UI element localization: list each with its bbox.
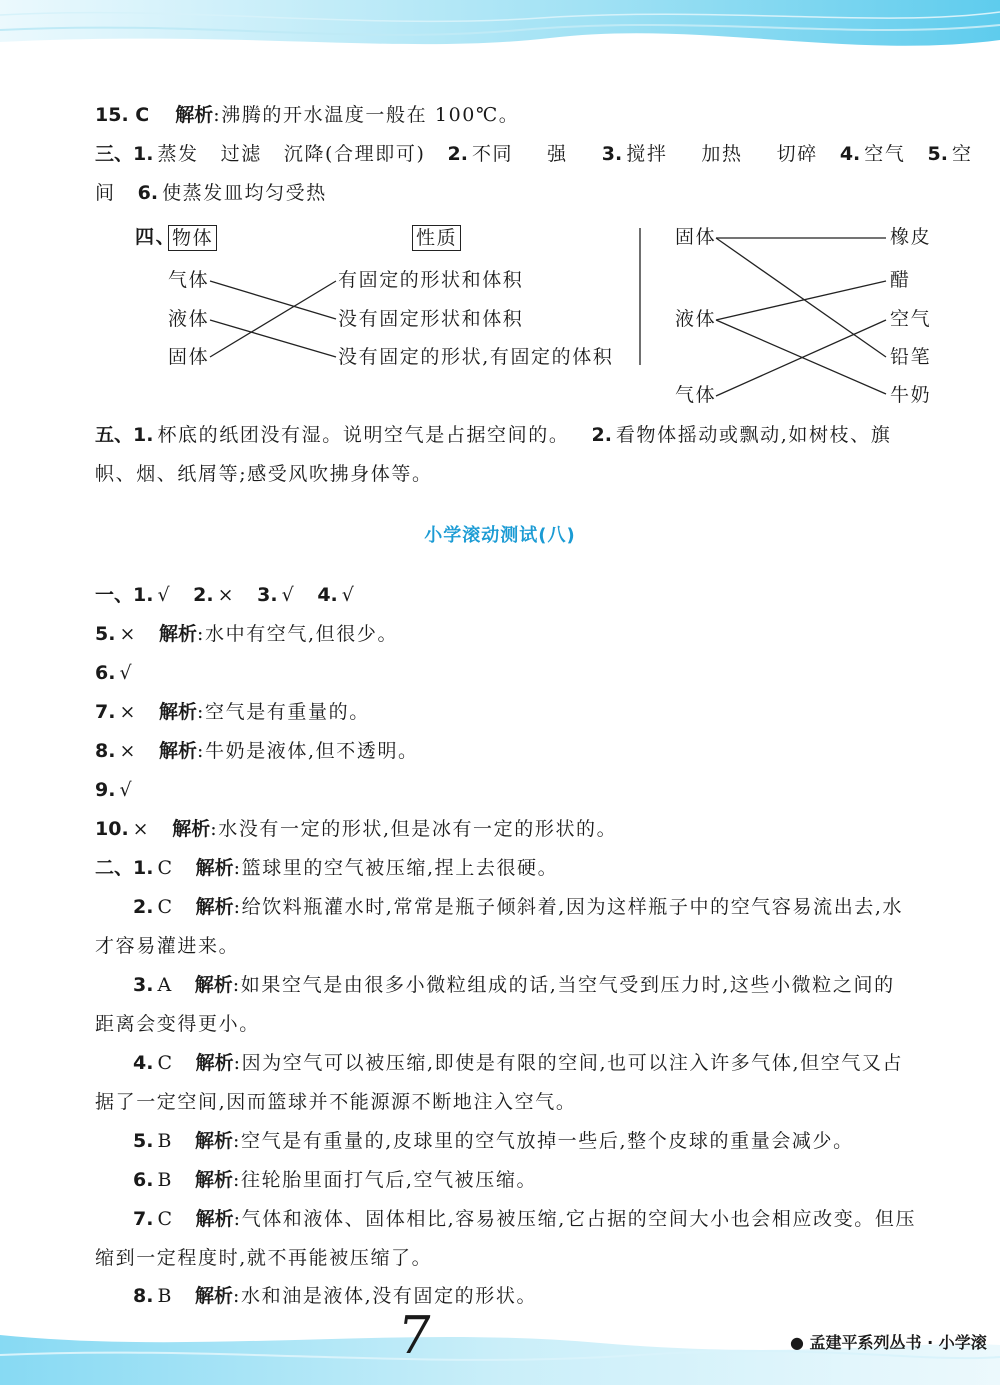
- answer-number: 4.: [839, 143, 861, 165]
- answer-number: 8.: [95, 740, 116, 762]
- answer-number: 3.: [601, 143, 623, 165]
- answer-number: 2.: [133, 896, 154, 918]
- answer-mark: ×: [119, 740, 137, 762]
- answer-number: 4.: [133, 1052, 154, 1074]
- analysis-label: 解析: [195, 1130, 234, 1152]
- series-label: [790, 1330, 987, 1353]
- answer-choice: B: [157, 1169, 174, 1191]
- answer-number: 15. C: [95, 104, 150, 126]
- match-line: [716, 281, 886, 320]
- state-item: 固体: [168, 346, 210, 368]
- answer-number: 5.: [95, 623, 116, 645]
- answer-number: 6.: [137, 182, 159, 204]
- object-item: 铅笔: [890, 346, 932, 368]
- answer-row: [95, 778, 133, 802]
- answer-choice: C: [157, 857, 174, 879]
- answer-15: [95, 103, 519, 127]
- section-3-line-2: [95, 181, 327, 205]
- analysis-label: 解析: [158, 623, 197, 645]
- section-4-number: 四、: [135, 226, 177, 248]
- answer-row: [95, 1051, 903, 1075]
- answer-text: 间: [95, 182, 116, 204]
- state-item: 液体: [168, 308, 210, 330]
- header-property: 性质: [412, 225, 461, 251]
- analysis-label: 解析: [172, 818, 211, 840]
- answer-text: 过滤: [220, 143, 262, 165]
- answer-text: 看物体摇动或飘动,如树枝、旗: [615, 424, 892, 446]
- answer-row: [95, 661, 133, 685]
- answer-number: 一、1.: [95, 584, 154, 606]
- answer-row: [95, 895, 903, 919]
- analysis-label: 解析: [158, 701, 197, 723]
- section-number: 五、1.: [95, 424, 154, 446]
- answer-mark: √: [119, 662, 134, 684]
- analysis-label: 解析: [175, 104, 214, 126]
- header-object: 物体: [168, 225, 217, 251]
- analysis-label: 解析: [195, 1208, 234, 1230]
- answer-number: 3.: [133, 974, 154, 996]
- analysis-label: 解析: [195, 1285, 234, 1307]
- analysis-text: :往轮胎里面打气后,空气被压缩。: [233, 1169, 538, 1191]
- analysis-text: :空气是有重量的,皮球里的空气放掉一些后,整个皮球的重量会减少。: [233, 1130, 854, 1152]
- answer-choice: C: [157, 1052, 174, 1074]
- answer-continuation: 才容易灌进来。: [95, 935, 240, 957]
- section-number: 三、1.: [95, 143, 154, 165]
- answer-mark: √: [341, 584, 356, 606]
- answer-row: [95, 973, 895, 997]
- state-item: 气体: [675, 384, 717, 406]
- answer-number: 2.: [193, 584, 214, 606]
- answer-number: 6.: [95, 662, 116, 684]
- analysis-label: 解析: [195, 1169, 234, 1191]
- answer-mark: ×: [132, 818, 151, 840]
- answer-number: 7.: [95, 701, 116, 723]
- answer-number: 5.: [133, 1130, 154, 1152]
- state-item: 气体: [168, 269, 210, 291]
- answer-text: 切碎: [776, 143, 818, 165]
- answer-choice: B: [157, 1130, 174, 1152]
- answer-number: 10.: [95, 818, 129, 840]
- answer-number: 2.: [591, 424, 612, 446]
- answer-row: [95, 856, 558, 880]
- match-line: [716, 238, 886, 357]
- analysis-text: :篮球里的空气被压缩,捏上去很硬。: [233, 857, 559, 879]
- analysis-text: :因为空气可以被压缩,即使是有限的空间,也可以注入许多气体,但空气又占: [233, 1052, 904, 1074]
- answer-row: [95, 1284, 537, 1308]
- answer-row: [95, 1168, 537, 1192]
- section-3-line-1: [95, 142, 973, 166]
- answer-choice: C: [157, 1208, 174, 1230]
- answer-mark: √: [157, 584, 172, 606]
- answer-text: 空: [951, 143, 973, 165]
- answer-continuation: 缩到一定程度时,就不再能被压缩了。: [95, 1247, 433, 1269]
- answer-number: 2.: [447, 143, 468, 165]
- answer-mark: ×: [119, 623, 137, 645]
- answer-choice: B: [157, 1285, 174, 1307]
- answer-row: [95, 622, 398, 646]
- property-item: 有固定的形状和体积: [338, 269, 524, 291]
- answer-row: [95, 700, 370, 724]
- answer-number: 3.: [257, 584, 278, 606]
- answer-row: [95, 739, 419, 763]
- answer-text: 搅拌: [626, 143, 668, 165]
- analysis-text: :空气是有重量的。: [197, 701, 370, 723]
- state-item: 固体: [675, 226, 717, 248]
- object-item: 橡皮: [890, 226, 932, 248]
- analysis-text: :水和油是液体,没有固定的形状。: [233, 1285, 538, 1307]
- answer-mark: ×: [119, 701, 137, 723]
- answer-text: 帜、烟、纸屑等;感受风吹拂身体等。: [95, 463, 433, 485]
- answer-choice: C: [157, 896, 174, 918]
- answer-number: 二、1.: [95, 857, 154, 879]
- object-item: 空气: [890, 308, 932, 330]
- answer-text: 杯底的纸团没有湿。说明空气是占据空间的。: [157, 424, 570, 446]
- match-line: [210, 281, 336, 357]
- object-item: 牛奶: [890, 384, 932, 406]
- answer-row: [95, 1207, 916, 1231]
- test-title: 小学滚动测试(八): [424, 525, 576, 546]
- analysis-label: 解析: [194, 974, 233, 996]
- analysis-text: :给饮料瓶灌水时,常常是瓶子倾斜着,因为这样瓶子中的空气容易流出去,水: [233, 896, 904, 918]
- analysis-text: :气体和液体、固体相比,容易被压缩,它占据的空间大小也会相应改变。但压: [233, 1208, 917, 1230]
- part-1-line: [95, 583, 356, 607]
- answer-mark: √: [281, 584, 296, 606]
- analysis-text: :水中有空气,但很少。: [197, 623, 399, 645]
- analysis-label: 解析: [195, 1052, 234, 1074]
- section-5-line-1: [95, 423, 891, 447]
- answer-text: 加热: [701, 143, 743, 165]
- answer-mark: ×: [217, 584, 236, 606]
- object-item: 醋: [890, 269, 911, 291]
- answer-number: 9.: [95, 779, 116, 801]
- answer-number: 8.: [133, 1285, 154, 1307]
- analysis-label: 解析: [158, 740, 197, 762]
- answer-mark: √: [119, 779, 134, 801]
- top-wave-decoration: [0, 0, 1000, 70]
- analysis-text: :如果空气是由很多小微粒组成的话,当空气受到压力时,这些小微粒之间的: [232, 974, 895, 996]
- bullet-icon: ●: [790, 1333, 804, 1352]
- answer-text: 使蒸发皿均匀受热: [162, 182, 327, 204]
- analysis-text: :水没有一定的形状,但是冰有一定的形状的。: [210, 818, 618, 840]
- match-line: [210, 281, 336, 319]
- match-line: [716, 320, 886, 396]
- analysis-label: 解析: [195, 857, 234, 879]
- answer-number: 5.: [927, 143, 948, 165]
- state-item: 液体: [675, 308, 717, 330]
- property-item: 没有固定的形状,有固定的体积: [338, 346, 614, 368]
- answer-continuation: 据了一定空间,因而篮球并不能源源不断地注入空气。: [95, 1091, 577, 1113]
- answer-text: 强: [547, 143, 568, 165]
- answer-choice: A: [157, 974, 173, 996]
- answer-text: 沉降(合理即可): [283, 143, 426, 165]
- answer-number: 7.: [133, 1208, 154, 1230]
- analysis-label: 解析: [195, 896, 234, 918]
- answer-continuation: 距离会变得更小。: [95, 1013, 260, 1035]
- analysis-text: :牛奶是液体,但不透明。: [197, 740, 419, 762]
- section-5-line-2: [95, 462, 433, 486]
- answer-text: 不同: [471, 143, 514, 165]
- answer-row: [95, 817, 617, 841]
- page-number: 7: [393, 1306, 436, 1366]
- answer-text: 空气: [864, 143, 906, 165]
- series-text: 孟建平系列丛书 · 小学滚: [809, 1333, 987, 1352]
- property-item: 没有固定形状和体积: [338, 308, 524, 330]
- analysis-text: :沸腾的开水温度一般在 100℃。: [213, 104, 520, 126]
- match-line: [210, 320, 336, 357]
- answer-number: 6.: [133, 1169, 154, 1191]
- answer-number: 4.: [317, 584, 338, 606]
- answer-row: [95, 1129, 854, 1153]
- match-line: [716, 320, 886, 394]
- answer-text: 蒸发: [157, 143, 199, 165]
